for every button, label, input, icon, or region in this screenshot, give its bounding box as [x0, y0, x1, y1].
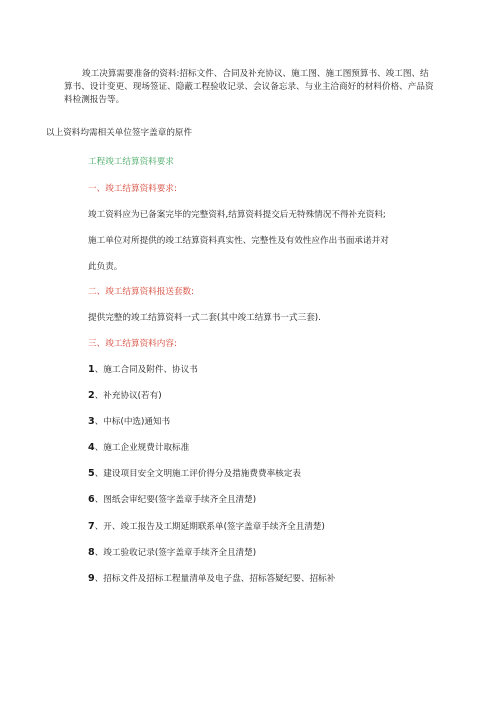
list-item-text: 、招标文件及招标工程量清单及电子盘、招标答疑纪要、招标补 — [94, 574, 336, 584]
list-item — [88, 520, 325, 534]
heading-copies: 二、竣工结算资料报送套数: — [88, 287, 195, 297]
requirements-line-1: 竣工资料应为已备案完毕的完整资料,结算资料提交后无特殊情况不得补充资料; — [88, 210, 386, 220]
list-item — [88, 546, 256, 560]
list-item-text: 、竣工验收记录(签字盖章手续齐全且清楚) — [94, 548, 257, 558]
list-item — [88, 467, 301, 481]
list-item-text: 、补充协议(若有) — [94, 391, 162, 401]
list-item-number: 4 — [88, 442, 95, 453]
section-title: 工程竣工结算资料要求 — [88, 157, 174, 167]
list-item-number: 3 — [88, 416, 95, 427]
list-item — [88, 572, 335, 586]
list-item-text: 、中标(中选)通知书 — [94, 417, 171, 427]
requirements-line-2: 施工单位对所提供的竣工结算资料真实性、完整性及有效性应作出书面承诺并对 — [88, 236, 389, 246]
heading-requirements: 一、竣工结算资料要求: — [88, 184, 177, 194]
heading-contents: 三、竣工结算资料内容: — [88, 339, 177, 349]
list-item-text: 、开、竣工报告及工期延期联系单(签字盖章手续齐全且清楚) — [94, 522, 325, 532]
list-item-number: 2 — [88, 390, 95, 401]
list-item-number: 7 — [88, 521, 95, 532]
list-item-number: 9 — [88, 573, 95, 584]
signature-note: 以上资料均需相关单位签字盖章的原件 — [46, 128, 193, 138]
list-item — [88, 363, 198, 377]
list-item-number: 1 — [88, 364, 95, 375]
requirements-line-3: 此负责。 — [88, 262, 123, 272]
list-item-text: 、施工企业规费计取标准 — [94, 443, 190, 453]
list-item-number: 6 — [88, 494, 95, 505]
list-item-text: 、建设项目安全文明施工评价得分及措施费费率核定表 — [94, 469, 301, 479]
list-item — [88, 415, 170, 429]
list-item — [88, 441, 189, 455]
list-item-number: 5 — [88, 468, 95, 479]
list-item-text: 、施工合同及附件、协议书 — [94, 365, 198, 375]
list-item-number: 8 — [88, 547, 95, 558]
list-item — [88, 389, 162, 403]
copies-line-1: 提供完整的竣工结算资料一式二套(其中竣工结算书一式三套). — [88, 313, 321, 323]
intro-paragraph: 竣工决算需要准备的资料:招标文件、合同及补充协议、施工图、施工图预算书、竣工图、结算书、设计变更、现场签证、隐蔽工程验收记录、会议备忘录、与业主洽商好的材料价格、产品资料检测报告等。 — [64, 69, 434, 105]
list-item-text: 、图纸会审纪要(签字盖章手续齐全且清楚) — [94, 495, 257, 505]
list-item — [88, 493, 256, 507]
